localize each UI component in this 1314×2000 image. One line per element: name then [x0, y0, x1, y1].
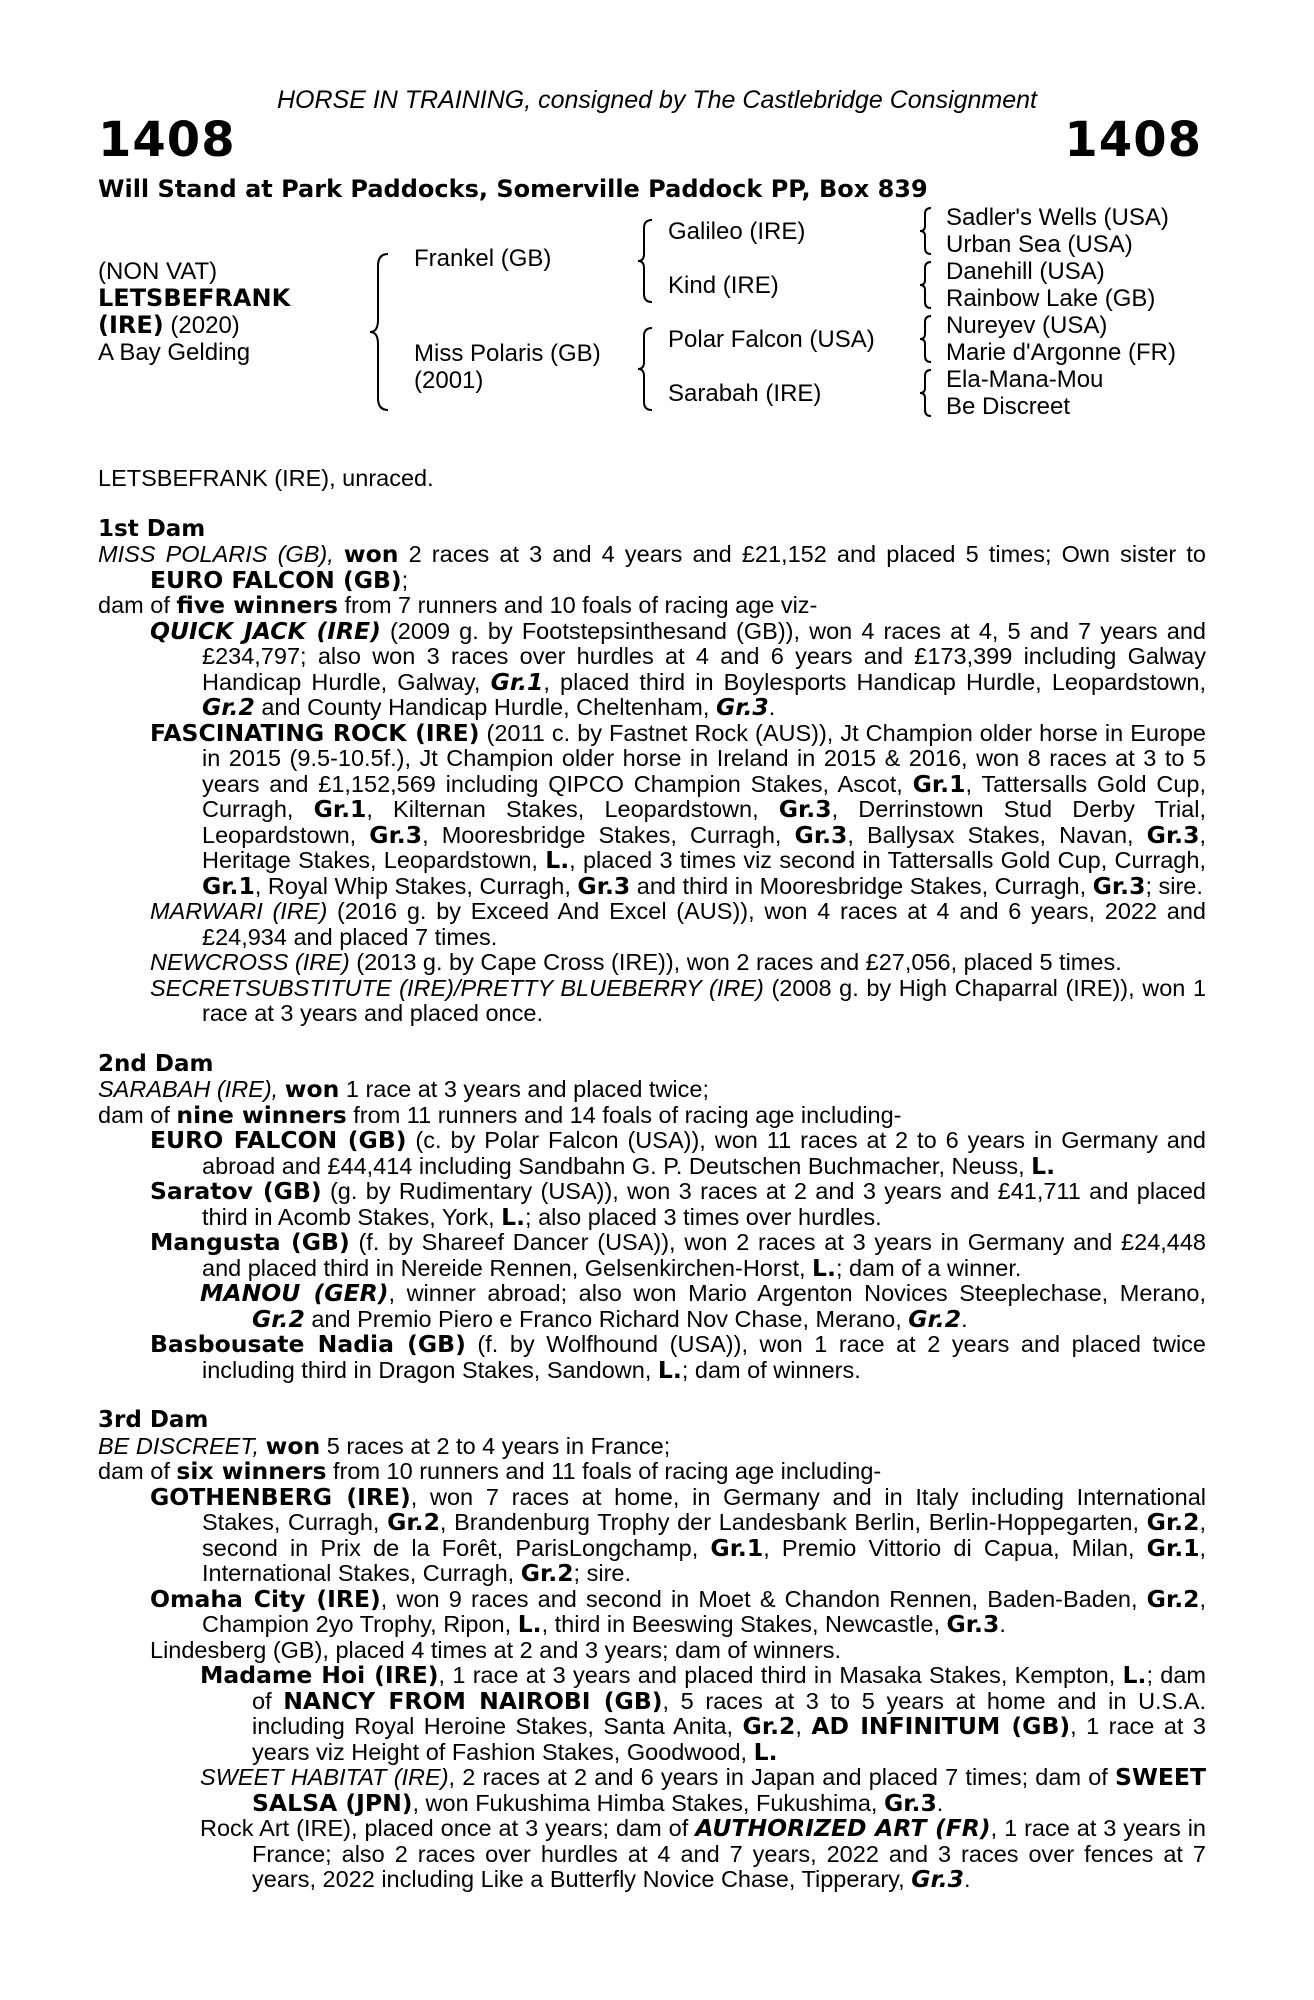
- text-fragment: , placed third in Boylesports Handicap Hurdle, Leopardstown,: [543, 668, 1206, 695]
- gg-sire-dam-sire: Danehill (USA): [946, 258, 1105, 285]
- text-fragment: from 11 runners and 14 foals of racing age including-: [346, 1101, 902, 1128]
- sire: Frankel (GB): [414, 245, 552, 272]
- brace-main: [368, 252, 392, 412]
- grade: L.: [657, 1355, 682, 1384]
- won-label: won: [343, 540, 399, 568]
- text-fragment: .: [936, 1789, 944, 1816]
- text-fragment: , Ballysax Stakes, Navan,: [847, 821, 1147, 848]
- gg-dam-dam-dam: Be Discreet: [946, 393, 1071, 420]
- grade: Gr.2: [908, 1304, 962, 1333]
- sire-sire: Galileo (IRE): [668, 218, 806, 245]
- third-dam-name: BE DISCREET,: [98, 1432, 260, 1459]
- second-dam-record: [98, 1077, 1206, 1103]
- horse-country: (IRE): [98, 311, 164, 339]
- horse-description: A Bay Gelding: [98, 339, 251, 366]
- text-fragment: ,: [795, 1713, 812, 1739]
- brace-g2: [918, 260, 934, 310]
- winners-count: five winners: [176, 591, 338, 619]
- produce-name: Mangusta (GB): [150, 1228, 350, 1256]
- horse-year: (2020): [170, 312, 240, 339]
- text-fragment: ;: [401, 566, 409, 593]
- text-fragment: (2013 g. by Cape Cross (IRE)), won 2 races and £27,056, placed 5 times.: [349, 949, 1122, 975]
- dam: [414, 340, 601, 394]
- grade: Gr.1: [710, 1533, 764, 1562]
- gg-dam-sire-dam: Marie d'Argonne (FR): [946, 339, 1176, 366]
- first-dam-name: MISS POLARIS (GB),: [98, 541, 334, 567]
- gg-dam-dam-sire: Ela-Mana-Mou: [946, 366, 1104, 393]
- text-fragment: and third in Mooresbridge Stakes, Curragh,: [630, 872, 1093, 899]
- produce-name: Omaha City (IRE): [150, 1584, 381, 1613]
- text-fragment: and County Handicap Hurdle, Cheltenham,: [254, 694, 716, 720]
- text-fragment: from 10 runners and 11 foals of racing age including-: [326, 1458, 882, 1484]
- produce-madame-hoi: [200, 1663, 1206, 1765]
- grade: Gr.2: [252, 1304, 305, 1333]
- produce-name: QUICK JACK (IRE): [150, 616, 381, 645]
- text-fragment: 2 races at 3 and 4 years and £21,152 and placed 5 times; Own sister to: [398, 541, 1206, 567]
- text-fragment: dam of: [98, 1101, 177, 1128]
- text-fragment: , 5 races at 3 to 5 years at home and in U.S.A. including Royal Heroine Stakes, Santa Anita,: [252, 1687, 1206, 1739]
- lot-number-left: 1408: [98, 112, 236, 168]
- produce-quick-jack: [150, 616, 1207, 721]
- text-fragment: (f. by Wolfhound (USA)), won 1 race at 2 years and placed twice including third in Dragon Stakes, Sandown,: [202, 1331, 1206, 1383]
- gg-sire-sire-dam: Urban Sea (USA): [946, 231, 1133, 258]
- text-fragment: (c. by Polar Falcon (USA)), won 11 races at 2 to 6 years in Germany and abroad and £44,414 including Sandbahn G. P. Deutschen Buchmacher, Neuss,: [202, 1127, 1206, 1179]
- grade: L.: [753, 1737, 778, 1766]
- dam-year: (2001): [414, 367, 484, 394]
- text-fragment: , International Stakes, Curragh,: [202, 1534, 1207, 1586]
- produce-name: AUTHORIZED ART (FR): [695, 1814, 991, 1842]
- vat-status: (NON VAT): [98, 258, 218, 285]
- text-fragment: , second in Prix de la Forêt, ParisLongchamp,: [202, 1509, 1206, 1561]
- produce-manou: [200, 1281, 1206, 1332]
- produce-name: Madame Hoi (IRE): [200, 1661, 439, 1689]
- text-fragment: (2009 g. by Footstepsinthesand (GB)), won 4 races at 4, 5 and 7 years and £234,797; also won 3 races over hurdles at 4 and 6 years and £173,399 including Galway Handicap Hurdle, Galway,: [202, 617, 1207, 695]
- text-fragment: ; dam of winners.: [681, 1356, 861, 1383]
- first-dam-record: [98, 542, 1206, 593]
- produce-lindesberg: Lindesberg (GB), placed 4 times at 2 and 3 years; dam of winners.: [150, 1636, 841, 1663]
- grade: Gr.3: [911, 1865, 965, 1893]
- dam-name: Miss Polaris (GB): [414, 340, 601, 367]
- produce-secretsubstitute: [150, 976, 1206, 1027]
- first-dam-section: [98, 517, 1206, 1027]
- consignment-line: HORSE IN TRAINING, consigned by The Castlebridge Consignment: [276, 86, 1038, 114]
- text-fragment: , Mooresbridge Stakes, Curragh,: [422, 821, 795, 848]
- text-fragment: (2016 g. by Exceed And Excel (AUS)), won 4 races at 4 and 6 years, 2022 and £24,934 and placed 7 times.: [202, 898, 1206, 950]
- brace-sire: [636, 218, 656, 304]
- text-fragment: (f. by Shareef Dancer (USA)), won 2 races at 3 years in Germany and £24,448 and placed third in Nereide Rennen, Gelsenkirchen-Horst,: [202, 1229, 1207, 1281]
- produce-basbousate-nadia: [150, 1332, 1206, 1383]
- second-dam-name: SARABAH (IRE),: [98, 1076, 279, 1102]
- gg-sire-dam-dam: Rainbow Lake (GB): [946, 285, 1156, 312]
- text-fragment: dam of: [98, 1458, 177, 1484]
- grade: Gr.2: [387, 1508, 440, 1536]
- grade: L.: [812, 1253, 836, 1282]
- grade: Gr.3: [369, 820, 423, 849]
- dam-sire: Polar Falcon (USA): [668, 326, 875, 353]
- text-fragment: , 1 race at 3 years viz Height of Fashion Stakes, Goodwood,: [252, 1713, 1206, 1765]
- winners-count: six winners: [176, 1457, 327, 1485]
- brace-g1: [918, 206, 934, 256]
- text-fragment: , won 7 races at home, in Germany and in Italy including International Stakes, Curragh,: [202, 1483, 1206, 1535]
- text-fragment: (2008 g. by High Chaparral (IRE)), won 1 race at 3 years and placed once.: [202, 974, 1207, 1026]
- text-fragment: , won Fukushima Himba Stakes, Fukushima,: [412, 1789, 884, 1816]
- grade: Gr.3: [794, 820, 848, 849]
- text-fragment: Rock Art (IRE), placed once at 3 years; dam of: [200, 1815, 696, 1841]
- text-fragment: , 1 race at 3 years in France; also 2 races over hurdles at 4 and 7 years, 2022 and 3 races over fences at 7 years, 2022 including Like a Butterfly Novice Chase, Tipperary,: [252, 1815, 1206, 1892]
- sister-name: EURO FALCON (GB): [150, 565, 402, 594]
- produce-omaha-city: [150, 1584, 1207, 1638]
- dam-dam: Sarabah (IRE): [668, 380, 822, 407]
- grade: Gr.1: [313, 795, 367, 823]
- gg-sire-sire-sire: Sadler's Wells (USA): [946, 204, 1169, 231]
- produce-name: AD INFINITUM (GB): [811, 1712, 1071, 1740]
- text-fragment: and Premio Piero e Franco Richard Nov Chase, Merano,: [304, 1305, 909, 1332]
- text-fragment: ; sire.: [573, 1560, 632, 1586]
- grade: Gr.2: [1146, 1508, 1200, 1536]
- text-fragment: from 7 runners and 10 foals of racing age viz-: [337, 592, 818, 618]
- produce-name: EURO FALCON (GB): [150, 1126, 407, 1154]
- brace-dam: [636, 326, 656, 412]
- text-fragment: , 2 races at 2 and 6 years in Japan and placed 7 times; dam of: [448, 1764, 1116, 1790]
- text-fragment: , Heritage Stakes, Leopardstown,: [202, 821, 1206, 873]
- grade: Gr.3: [577, 871, 631, 900]
- grade: Gr.3: [715, 693, 769, 721]
- grade: Gr.2: [742, 1712, 796, 1740]
- grade: Gr.2: [520, 1559, 574, 1587]
- produce-fascinating-rock: [150, 718, 1206, 900]
- grade: Gr.3: [778, 795, 832, 823]
- grade: L.: [517, 1610, 542, 1638]
- produce-saratov: [150, 1179, 1206, 1230]
- text-fragment: .: [961, 1305, 968, 1332]
- text-fragment: , Kilternan Stakes, Leopardstown,: [366, 796, 779, 822]
- produce-name: FASCINATING ROCK (IRE): [150, 718, 480, 747]
- produce-mangusta: [150, 1230, 1206, 1281]
- first-dam-heading: 1st Dam: [98, 515, 206, 542]
- sire-dam: Kind (IRE): [668, 272, 779, 299]
- text-fragment: ; sire.: [1145, 872, 1203, 899]
- produce-name: NEWCROSS (IRE): [150, 949, 350, 975]
- text-fragment: .: [768, 694, 776, 720]
- third-dam-section: [98, 1408, 1206, 1893]
- gg-dam-sire-sire: Nureyev (USA): [946, 312, 1108, 339]
- text-fragment: , won 9 races and second in Moet & Chandon Rennen, Baden-Baden,: [380, 1585, 1147, 1612]
- produce-name: Basbousate Nadia (GB): [150, 1330, 466, 1358]
- grade: Gr.1: [490, 667, 544, 696]
- race-record: LETSBEFRANK (IRE), unraced.: [98, 465, 434, 491]
- text-fragment: .: [999, 1611, 1006, 1637]
- catalogue-body: [98, 466, 1206, 1893]
- text-fragment: , winner abroad; also won Mario Argenton Novices Steeplechase, Merano,: [388, 1280, 1207, 1306]
- produce-name: Saratov (GB): [150, 1177, 322, 1205]
- produce-name: NANCY FROM NAIROBI (GB): [283, 1686, 663, 1715]
- second-dam-heading: 2nd Dam: [98, 1050, 214, 1077]
- text-fragment: , placed 3 times viz second in Tattersalls Gold Cup, Curragh,: [569, 847, 1206, 873]
- produce-sweet-habitat: [200, 1765, 1206, 1816]
- won-label: won: [265, 1431, 321, 1460]
- text-fragment: ; dam of a winner.: [835, 1254, 1022, 1281]
- grade: L.: [1122, 1661, 1147, 1689]
- won-label: won: [284, 1075, 340, 1103]
- produce-gothenberg: [150, 1482, 1207, 1587]
- text-fragment: , Brandenburg Trophy der Landesbank Berlin, Berlin-Hoppegarten,: [439, 1509, 1147, 1535]
- grade: Gr.2: [202, 693, 255, 721]
- third-dam-record: [98, 1431, 1206, 1460]
- text-fragment: , third in Beeswing Stakes, Newcastle,: [541, 1611, 947, 1637]
- text-fragment: , Premio Vittorio di Capua, Milan,: [763, 1534, 1147, 1561]
- produce-name: MARWARI (IRE): [150, 898, 328, 924]
- brace-g3: [918, 314, 934, 364]
- text-fragment: , Champion 2yo Trophy, Ripon,: [202, 1585, 1207, 1637]
- text-fragment: , 1 race at 3 years and placed third in Masaka Stakes, Kempton,: [438, 1662, 1123, 1688]
- grade: Gr.2: [1146, 1584, 1200, 1613]
- third-dam-heading: 3rd Dam: [98, 1407, 209, 1433]
- second-dam-section: [98, 1052, 1206, 1384]
- produce-marwari: [150, 899, 1206, 950]
- text-fragment: dam of: [98, 592, 177, 618]
- produce-name: SWEET SALSA (JPN): [252, 1763, 1206, 1817]
- grade: Gr.1: [912, 769, 966, 798]
- lot-number-right: 1408: [1064, 112, 1202, 168]
- produce-euro-falcon: [150, 1128, 1206, 1179]
- grade: L.: [545, 846, 570, 874]
- grade: Gr.3: [883, 1788, 937, 1817]
- produce-name: SWEET HABITAT (IRE): [200, 1764, 449, 1790]
- text-fragment: 1 race at 3 years and placed twice;: [339, 1076, 710, 1102]
- text-fragment: , Tattersalls Gold Cup, Curragh,: [202, 770, 1206, 822]
- grade: L.: [1031, 1151, 1056, 1180]
- first-dam-produce-summary: [98, 593, 1206, 619]
- horse-name: LETSBEFRANK: [98, 284, 291, 312]
- text-fragment: , Royal Whip Stakes, Curragh,: [254, 872, 578, 899]
- second-dam-produce-summary: [98, 1100, 1206, 1129]
- grade: Gr.3: [1146, 820, 1200, 849]
- text-fragment: , Derrinstown Stud Derby Trial, Leopardstown,: [202, 796, 1206, 848]
- text-fragment: ; dam of: [252, 1662, 1206, 1714]
- produce-rock-art: [200, 1816, 1206, 1893]
- grade: Gr.3: [946, 1610, 1000, 1638]
- grade: L.: [501, 1202, 526, 1231]
- grade: Gr.1: [1146, 1533, 1200, 1562]
- text-fragment: (g. by Rudimentary (USA)), won 3 races at 2 and 3 years and £41,711 and placed third in Acomb Stakes, York,: [202, 1178, 1206, 1230]
- third-dam-produce-summary: [98, 1459, 1206, 1485]
- produce-name: MANOU (GER): [200, 1279, 389, 1307]
- brace-g4: [918, 368, 934, 418]
- text-fragment: ; also placed 3 times over hurdles.: [525, 1203, 882, 1230]
- grade: Gr.3: [1092, 871, 1146, 900]
- produce-name: GOTHENBERG (IRE): [150, 1482, 411, 1511]
- stand-location: Will Stand at Park Paddocks, Somerville Paddock PP, Box 839: [98, 175, 928, 203]
- grade: Gr.1: [202, 871, 255, 900]
- text-fragment: (2011 c. by Fastnet Rock (AUS)), Jt Champion older horse in Europe in 2015 (9.5-10.5f.), Jt Champion older horse in Ireland in 2015 & 2016, won 8 races at 3 to 5 years and £1,152,569 including QIPCO Champion Stakes, Ascot,: [202, 719, 1206, 797]
- produce-newcross: [150, 950, 1206, 976]
- winners-count: nine winners: [176, 1100, 347, 1129]
- horse-info: [98, 258, 290, 366]
- text-fragment: .: [964, 1866, 971, 1892]
- produce-name: SECRETSUBSTITUTE (IRE)/PRETTY BLUEBERRY (IRE): [150, 974, 764, 1001]
- text-fragment: 5 races at 2 to 4 years in France;: [320, 1432, 671, 1459]
